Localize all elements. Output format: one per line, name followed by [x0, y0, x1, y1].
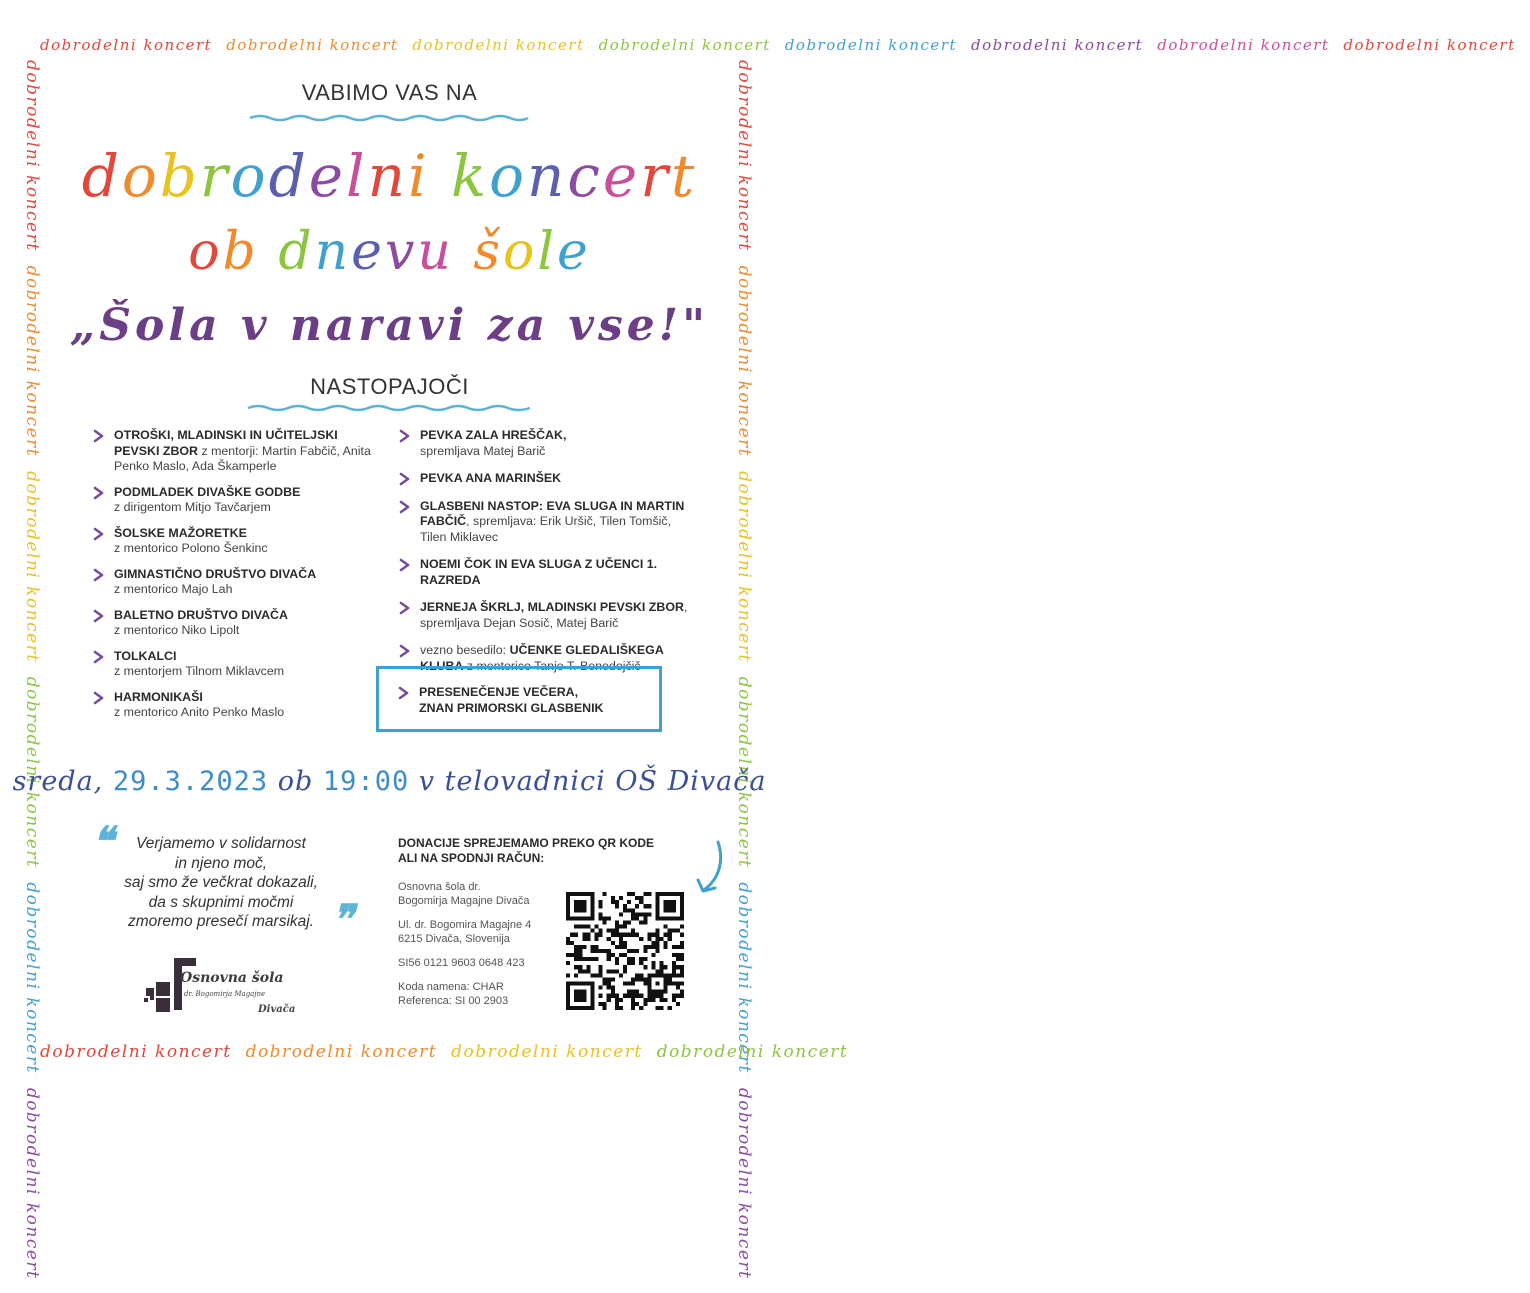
performers-right-list	[398, 428, 698, 686]
donation-heading-line: DONACIJE SPREJEMAMO PREKO QR KODE	[398, 836, 655, 850]
quote-close-icon: ❞	[332, 896, 354, 943]
surprise-box	[376, 666, 662, 732]
performer-desc: z mentorico Anito Penko Maslo	[114, 705, 285, 719]
title-letter: d	[268, 142, 309, 210]
border-word: dobrodelni koncert	[412, 36, 585, 54]
title-letter: c	[567, 142, 603, 210]
performer-desc: z mentorji: Martin Fabčič, Anita Penko Maslo, Ada Škamperle	[114, 443, 371, 473]
donation-heading	[398, 836, 728, 866]
title-letter: o	[188, 222, 223, 282]
title-letter: u	[417, 222, 454, 282]
performer-name: HARMONIKAŠI	[114, 689, 203, 704]
title-letter: n	[314, 222, 352, 282]
performer-name: GIMNASTIČNO DRUŠTVO DIVAČA	[114, 566, 317, 581]
title-letter: l	[346, 142, 368, 210]
performer-desc: z dirigentom Mitjo Tavčarjem	[114, 500, 271, 514]
quote-open-icon: ❝	[92, 818, 114, 865]
title-letter: o	[489, 142, 528, 210]
border-word: dobrodelni koncert	[734, 1087, 754, 1280]
title-letter: e	[351, 222, 385, 282]
performer-desc: , spremljava Dejan Sosič, Matej Barič	[420, 600, 688, 630]
performer-item	[92, 608, 382, 639]
performer-desc: z mentorjem Tilnom Miklavcem	[114, 664, 285, 678]
qr-code[interactable]	[566, 892, 684, 1010]
title-line2	[0, 222, 779, 282]
performer-item	[398, 557, 698, 588]
performer-name: PODMLADEK DIVAŠKE GODBE	[114, 484, 301, 499]
logo-name: Osnovna šola	[180, 970, 284, 986]
performer-item	[92, 690, 382, 721]
chevron-right-icon	[398, 429, 412, 443]
quote-line: zmoremo presečí marsikaj.	[127, 913, 315, 930]
performer-name: BALETNO DRUŠTVO DIVAČA	[114, 607, 288, 622]
border-word: dobrodelni koncert	[245, 1042, 438, 1062]
event-time: 19:00	[322, 766, 410, 797]
title-letter: v	[384, 222, 418, 282]
chevron-right-icon	[92, 650, 106, 664]
title-letter: n	[527, 142, 568, 210]
wave-underline-invite	[248, 114, 530, 122]
performer-name: GLASBENI NASTOP: EVA SLUGA IN MARTIN FABČIČ	[420, 498, 685, 528]
performer-name: PEVKA ANA MARINŠEK	[420, 471, 562, 485]
performer-desc: z mentorico Niko Lipolt	[114, 623, 240, 637]
title-letter: o	[230, 142, 269, 210]
chevron-right-icon	[398, 500, 412, 514]
title-letter: o	[121, 142, 160, 210]
event-place: v telovadnici OŠ Divača	[418, 766, 767, 797]
donation-address-line: 6215 Divača, Slovenija	[398, 933, 510, 945]
border-word: dobrodelni koncert	[226, 36, 399, 54]
title-letter: i	[407, 142, 430, 210]
performer-prefix: vezno besedilo:	[420, 643, 510, 657]
title-line3: „Šola v naravi za vse!"	[69, 300, 710, 351]
border-word: dobrodelni koncert	[22, 471, 42, 663]
border-word: dobrodelni koncert	[22, 1087, 42, 1280]
donation-code: Koda namena: CHAR	[398, 981, 504, 993]
donation-address-line: Ul. dr. Bogomira Magajne 4	[398, 919, 532, 931]
performer-item	[398, 499, 698, 546]
border-word: dobrodelni koncert	[971, 36, 1144, 54]
title-letter: n	[367, 142, 408, 210]
performer-name: TOLKALCI	[114, 648, 177, 663]
performer-item	[92, 567, 382, 598]
title-letter: o	[503, 222, 538, 282]
performers-heading: NASTOPAJOČI	[310, 374, 469, 399]
performer-item	[92, 649, 382, 680]
border-word: dobrodelni koncert	[22, 882, 42, 1074]
performer-name: JERNEJA ŠKRLJ, MLADINSKI PEVSKI ZBOR	[420, 600, 684, 614]
border-top	[40, 36, 1516, 56]
event-date: 29.3.2023	[112, 766, 269, 797]
title-letter: š	[473, 222, 504, 282]
chevron-right-icon	[92, 609, 106, 623]
title-line1	[0, 142, 779, 210]
arrow-down-icon	[690, 840, 730, 900]
surprise-line2: ZNAN PRIMORSKI GLASBENIK	[419, 700, 604, 715]
surprise-item	[397, 685, 657, 716]
chevron-right-icon	[92, 691, 106, 705]
event-at: ob	[277, 766, 314, 797]
title-letter: l	[537, 222, 557, 282]
chevron-right-icon	[398, 472, 412, 486]
border-word: dobrodelni koncert	[40, 1042, 232, 1062]
chevron-right-icon	[397, 686, 411, 700]
performer-name: NOEMI ČOK IN EVA SLUGA Z UČENCI 1. RAZREDA	[420, 557, 658, 587]
performer-desc: z mentorico Tanjo T. Benedejčič	[463, 658, 641, 673]
title-letter	[259, 222, 279, 282]
performers-left-list	[92, 428, 382, 731]
donation-heading-line: ALI NA SPODNJI RAČUN:	[398, 851, 545, 865]
performer-item	[398, 471, 698, 487]
performer-item	[92, 526, 382, 557]
border-word: dobrodelni koncert	[40, 36, 213, 54]
performer-name: OTROŠKI, MLADINSKI IN UČITELJSKI PEVSKI ZBOR	[114, 428, 338, 458]
border-word: dobrodelni koncert	[598, 36, 771, 54]
performer-item	[398, 600, 698, 631]
title-letter: t	[670, 142, 698, 210]
performer-desc: z mentorico Polono Šenkinc	[114, 541, 268, 555]
performer-desc: z mentorico Majo Lah	[114, 582, 233, 596]
donation-iban: SI56 0121 9603 0648 423	[398, 957, 525, 969]
border-bottom	[40, 1042, 849, 1066]
border-word: dobrodelni koncert	[734, 676, 754, 869]
logo-town: Divača	[258, 1004, 296, 1015]
border-word: dobrodelni koncert	[734, 265, 754, 458]
chevron-right-icon	[92, 568, 106, 582]
title-letter: r	[640, 142, 671, 210]
donation-org-line: Bogomirja Magajne Divača	[398, 895, 530, 907]
border-word: dobrodelni koncert	[734, 60, 754, 252]
chevron-right-icon	[92, 527, 106, 541]
border-word: dobrodelni koncert	[22, 265, 42, 458]
border-word: dobrodelni koncert	[451, 1042, 643, 1062]
title-letter	[430, 142, 451, 210]
border-word: dobrodelni koncert	[656, 1042, 849, 1062]
invite-heading: VABIMO VAS NA	[301, 80, 478, 105]
border-word: dobrodelni koncert	[784, 36, 958, 54]
chevron-right-icon	[398, 644, 412, 658]
title-letter	[454, 222, 474, 282]
border-word: dobrodelni koncert	[22, 60, 42, 252]
performer-item	[92, 485, 382, 516]
border-word: dobrodelni koncert	[1343, 36, 1516, 54]
title-letter: e	[557, 222, 591, 282]
border-word: dobrodelni koncert	[1157, 36, 1330, 54]
school-logo	[140, 958, 310, 1024]
title-letter: e	[308, 142, 347, 210]
quote-line: in njeno moč,	[174, 854, 268, 872]
border-word: dobrodelni koncert	[22, 676, 42, 869]
quote-text	[96, 834, 346, 932]
quote-line: da s skupnimi močmi	[148, 893, 294, 911]
surprise-line1: PRESENEČENJE VEČERA,	[419, 685, 579, 699]
performer-item	[92, 428, 382, 475]
chevron-right-icon	[398, 601, 412, 615]
event-day: sreda,	[12, 766, 104, 797]
donation-org-line: Osnovna šola dr.	[398, 881, 481, 893]
performer-name: ŠOLSKE MAŽORETKE	[114, 525, 247, 540]
donation-reference: Referenca: SI 00 2903	[398, 995, 509, 1007]
event-info	[0, 766, 779, 797]
title-letter: b	[159, 142, 200, 210]
performer-name: UČENKE GLEDALIŠKEGA KLUBA	[420, 643, 664, 673]
title-letter: r	[199, 142, 231, 210]
chevron-right-icon	[92, 486, 106, 500]
wave-underline-performers	[246, 404, 532, 412]
title-letter: b	[222, 222, 259, 282]
title-letter: e	[602, 142, 641, 210]
border-word: dobrodelni koncert	[734, 471, 754, 663]
performer-desc: , spremljava: Erik Uršič, Tilen Tomšič, Tilen Miklavec	[420, 514, 672, 544]
border-word: dobrodelni koncert	[734, 882, 754, 1074]
title-letter: d	[81, 142, 122, 210]
title-letter: d	[278, 222, 315, 282]
performer-name: PEVKA ZALA HREŠČAK,	[420, 428, 567, 442]
quote-line: Verjamemo v solidarnost	[136, 835, 306, 852]
chevron-right-icon	[92, 429, 106, 443]
quote-line: saj smo že večkrat dokazali,	[124, 874, 318, 891]
logo-subtitle: dr. Bogomirja Magajne	[184, 990, 266, 998]
title-letter: k	[450, 142, 490, 210]
chevron-right-icon	[398, 558, 412, 572]
performer-desc: spremljava Matej Barič	[420, 443, 546, 458]
performer-item	[398, 428, 698, 459]
